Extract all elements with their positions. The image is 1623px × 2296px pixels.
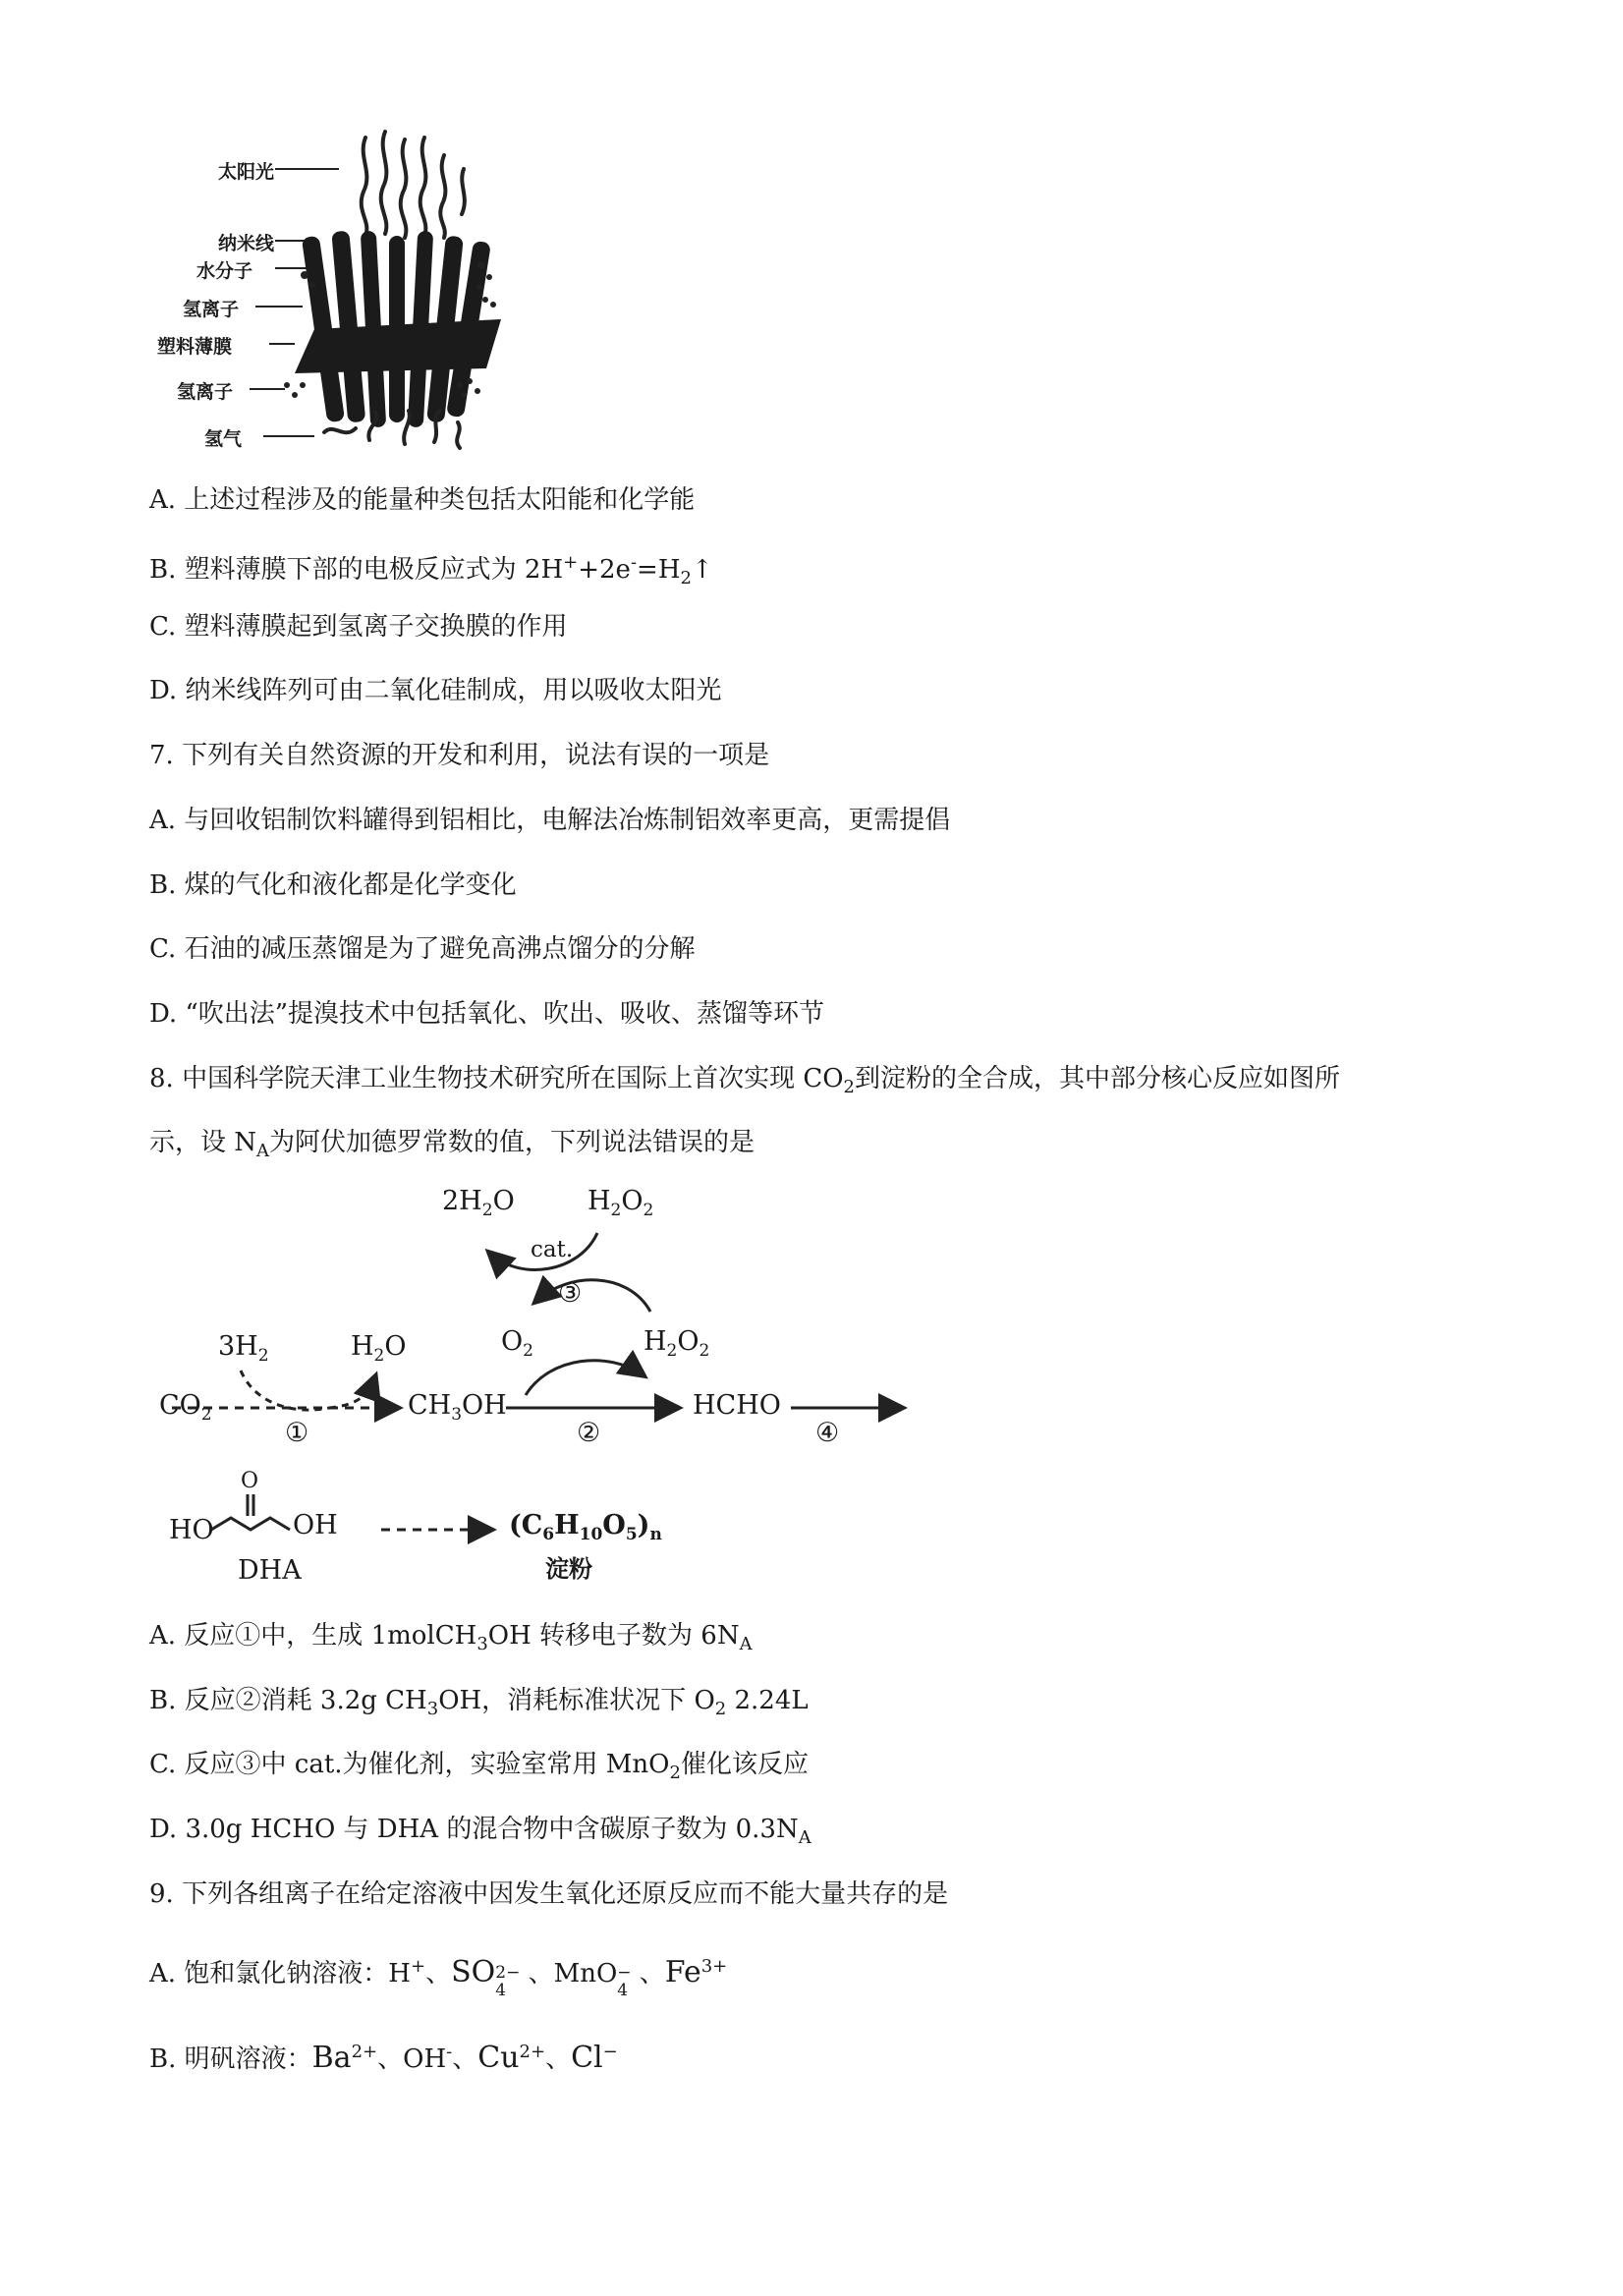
label-h2o2-top: $H_2O_2$ [588,1186,654,1220]
label-h2o2-mid: $H_2O_2$ [644,1326,710,1361]
label-3h2: $3H_2$ [218,1331,269,1366]
nanowire-figure [147,128,501,462]
label-step-3: ③ [558,1278,583,1309]
label-starch: 淀粉 [545,1555,592,1583]
label-nanowire: 纳米线 [218,233,275,254]
label-o2: $O_2$ [501,1326,533,1361]
q7-option-d: D. “吹出法”提溴技术中包括氧化、吹出、吸收、蒸馏等环节 [149,999,825,1029]
nanowire-device-illustration [147,128,501,462]
q9-option-a: A. 饱和氯化钠溶液：H+、SO 2− 4 、MnO − 4 、$Fe^{3+}$ [149,1955,728,2000]
q6-option-a: A. 上述过程涉及的能量种类包括太阳能和化学能 [149,485,696,515]
q7-option-a: A. 与回收铝制饮料罐得到铝相比，电解法冶炼制铝效率更高，更需提倡 [149,806,951,835]
label-step-1: ① [285,1418,309,1448]
q8-option-b: B. 反应②消耗 3.2g $CH_3OH$，消耗标准状况下 $O_2$ 2.24L [149,1686,809,1719]
co2-to-starch-reaction-diagram [147,1184,933,1596]
q8-option-d: D. 3.0g HCHO 与 DHA 的混合物中含碳原子数为 $0.3N_A$ [149,1815,812,1848]
label-dha-ho: HO [169,1515,214,1545]
label-dha: DHA [238,1555,302,1586]
label-water-molecule: 水分子 [196,260,253,282]
q7-option-b: B. 煤的气化和液化都是化学变化 [149,870,517,900]
label-step-4: ④ [815,1418,840,1448]
label-cat: cat. [531,1237,574,1262]
label-starch-formula: $(C_6H_{10}O_5)_n$ [509,1510,662,1544]
label-hydrogen-gas: 氢气 [204,428,243,450]
label-ch3oh: $CH_3OH$ [408,1390,507,1425]
q8-stem-line2: 示，设 $N_A$为阿伏加德罗常数的值，下列说法错误的是 [149,1128,756,1161]
label-co2: $CO_2$ [159,1390,212,1425]
label-hydrogen-ion-top: 氢离子 [183,299,240,320]
label-plastic-film: 塑料薄膜 [157,336,233,358]
q8-option-c: C. 反应③中 cat.为催化剂，实验室常用 MnO$_2$催化该反应 [149,1750,809,1783]
q6-option-b: B. 塑料薄膜下部的电极反应式为 $2H^++2e^-=H_2↑$ [149,552,713,588]
q6-option-d: D. 纳米线阵列可由二氧化硅制成，用以吸收太阳光 [149,676,722,705]
label-hcho: HCHO [693,1390,781,1421]
label-hydrogen-ion-bottom: 氢离子 [177,381,234,403]
label-dha-o: O [241,1469,259,1493]
q8-stem-line1: 8. 中国科学院天津工业生物技术研究所在国际上首次实现 $CO_2$到淀粉的全合成，其中部分核心反应如图所 [149,1064,1341,1097]
q7-option-c: C. 石油的减压蒸馏是为了避免高沸点馏分的分解 [149,934,696,964]
label-dha-oh: OH [293,1510,338,1540]
q8-option-a: A. 反应①中，生成 1molCH$_3$OH 转移电子数为 $6N_A$ [149,1621,753,1654]
label-2h2o: $2H_2O$ [442,1186,515,1220]
q9-option-b: B. 明矾溶液：$Ba^{2+}$、OH-、$Cu^{2+}$、Cl− [149,2041,618,2075]
label-step-2: ② [577,1418,601,1448]
q6-option-c: C. 塑料薄膜起到氢离子交换膜的作用 [149,612,568,642]
q7-stem: 7. 下列有关自然资源的开发和利用，说法有误的一项是 [149,741,770,770]
label-sunlight: 太阳光 [218,161,275,183]
label-h2o-step1: $H_2O$ [351,1331,407,1366]
q9-stem: 9. 下列各组离子在给定溶液中因发生氧化还原反应而不能大量共存的是 [149,1879,949,1909]
